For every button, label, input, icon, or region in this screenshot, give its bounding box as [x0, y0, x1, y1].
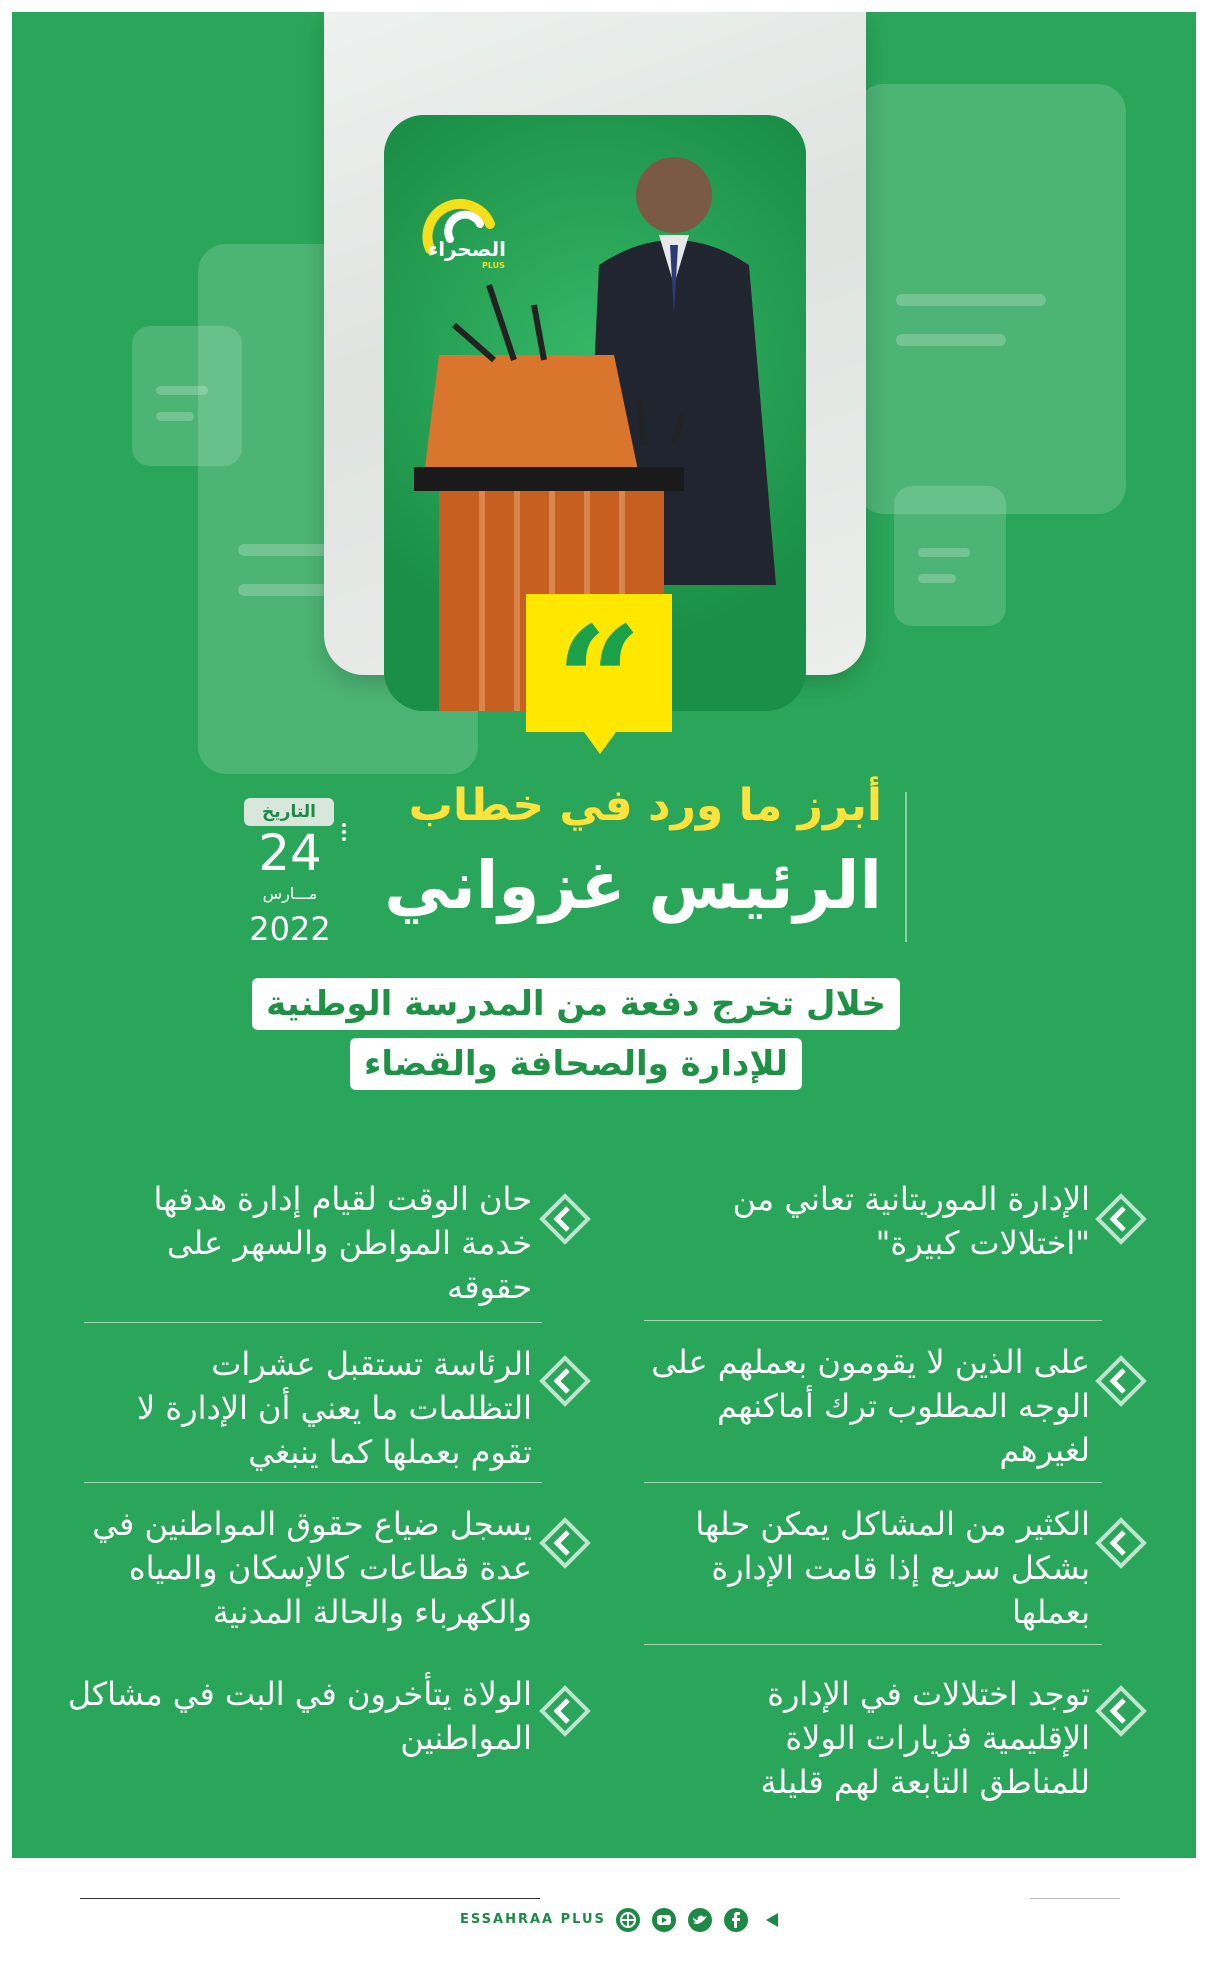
- subtitle-line1: خلال تخرج دفعة من المدرسة الوطنية: [252, 978, 900, 1030]
- right-item-1: الإدارة الموريتانية تعاني من "اختلالات كبيرة": [732, 1180, 1090, 1262]
- footer-brand: ESSAHRAA PLUS: [460, 1912, 606, 1927]
- footer-divider: [80, 1898, 540, 1899]
- diamond-chevron-icon: [1094, 1354, 1148, 1408]
- facebook-icon[interactable]: [722, 1906, 750, 1934]
- twitter-icon[interactable]: [686, 1906, 714, 1934]
- green-panel: [12, 12, 1196, 1858]
- right-separator-3: [644, 1644, 1102, 1645]
- document-icon-small-left: [132, 326, 242, 466]
- date-month: مـــارس: [262, 884, 318, 903]
- diamond-chevron-icon: [538, 1516, 592, 1570]
- right-item-3: الكثير من المشاكل يمكن حلها بشكل سريع إذا قامت الإدارة بعملها: [695, 1505, 1090, 1631]
- web-icon[interactable]: [614, 1906, 642, 1934]
- subtitle: [222, 974, 930, 1094]
- footer-divider-right: [1030, 1898, 1120, 1899]
- diamond-chevron-icon: [538, 1354, 592, 1408]
- diamond-chevron-icon: [1094, 1516, 1148, 1570]
- date-year: 2022: [249, 910, 331, 948]
- right-item-4: توجد اختلالات في الإدارة الإقليمية فزيارات الولاة للمناطق التابعة لهم قليلة: [760, 1675, 1090, 1801]
- arrow-left-icon[interactable]: [758, 1906, 786, 1934]
- left-item-1: حان الوقت لقيام إدارة هدفها خدمة المواطن والسهر على حقوقه: [153, 1180, 532, 1306]
- left-item-2: الرئاسة تستقبل عشرات التظلمات ما يعني أن الإدارة لا تقوم بعملها كما ينبغي: [136, 1345, 532, 1471]
- logo-plus: PLUS: [482, 261, 505, 270]
- diamond-chevron-icon: [1094, 1684, 1148, 1738]
- page-title-line2: الرئيس غزواني: [384, 847, 882, 924]
- left-item-3: يسجل ضياع حقوق المواطنين في عدة قطاعات كالإسكان والمياه والكهرباء والحالة المدنية: [92, 1505, 532, 1631]
- right-separator-2: [644, 1482, 1102, 1483]
- diamond-chevron-icon: [538, 1192, 592, 1246]
- document-icon-large-right: [856, 84, 1126, 514]
- dots-decoration: [342, 820, 348, 844]
- quote-mark-icon: “: [555, 594, 643, 770]
- date-day: 24: [258, 824, 322, 882]
- date-label: التاريخ: [244, 798, 334, 826]
- title-divider: [905, 792, 907, 942]
- diamond-chevron-icon: [1094, 1192, 1148, 1246]
- youtube-icon[interactable]: [650, 1906, 678, 1934]
- right-separator-1: [644, 1320, 1102, 1321]
- subtitle-line2: للإدارة والصحافة والقضاء: [350, 1038, 802, 1090]
- left-separator-1: [84, 1322, 542, 1323]
- page-title-line1: أبرز ما ورد في خطاب: [408, 780, 882, 831]
- diamond-chevron-icon: [538, 1684, 592, 1738]
- logo-text: الصحراء: [428, 237, 507, 261]
- document-icon-small-right: [894, 486, 1006, 626]
- left-item-4: الولاة يتأخرون في البت في مشاكل المواطنين: [67, 1675, 532, 1757]
- left-separator-2: [84, 1482, 542, 1483]
- right-item-2: على الذين لا يقومون بعملهم على الوجه المطلوب ترك أماكنهم لغيرهم: [651, 1343, 1090, 1469]
